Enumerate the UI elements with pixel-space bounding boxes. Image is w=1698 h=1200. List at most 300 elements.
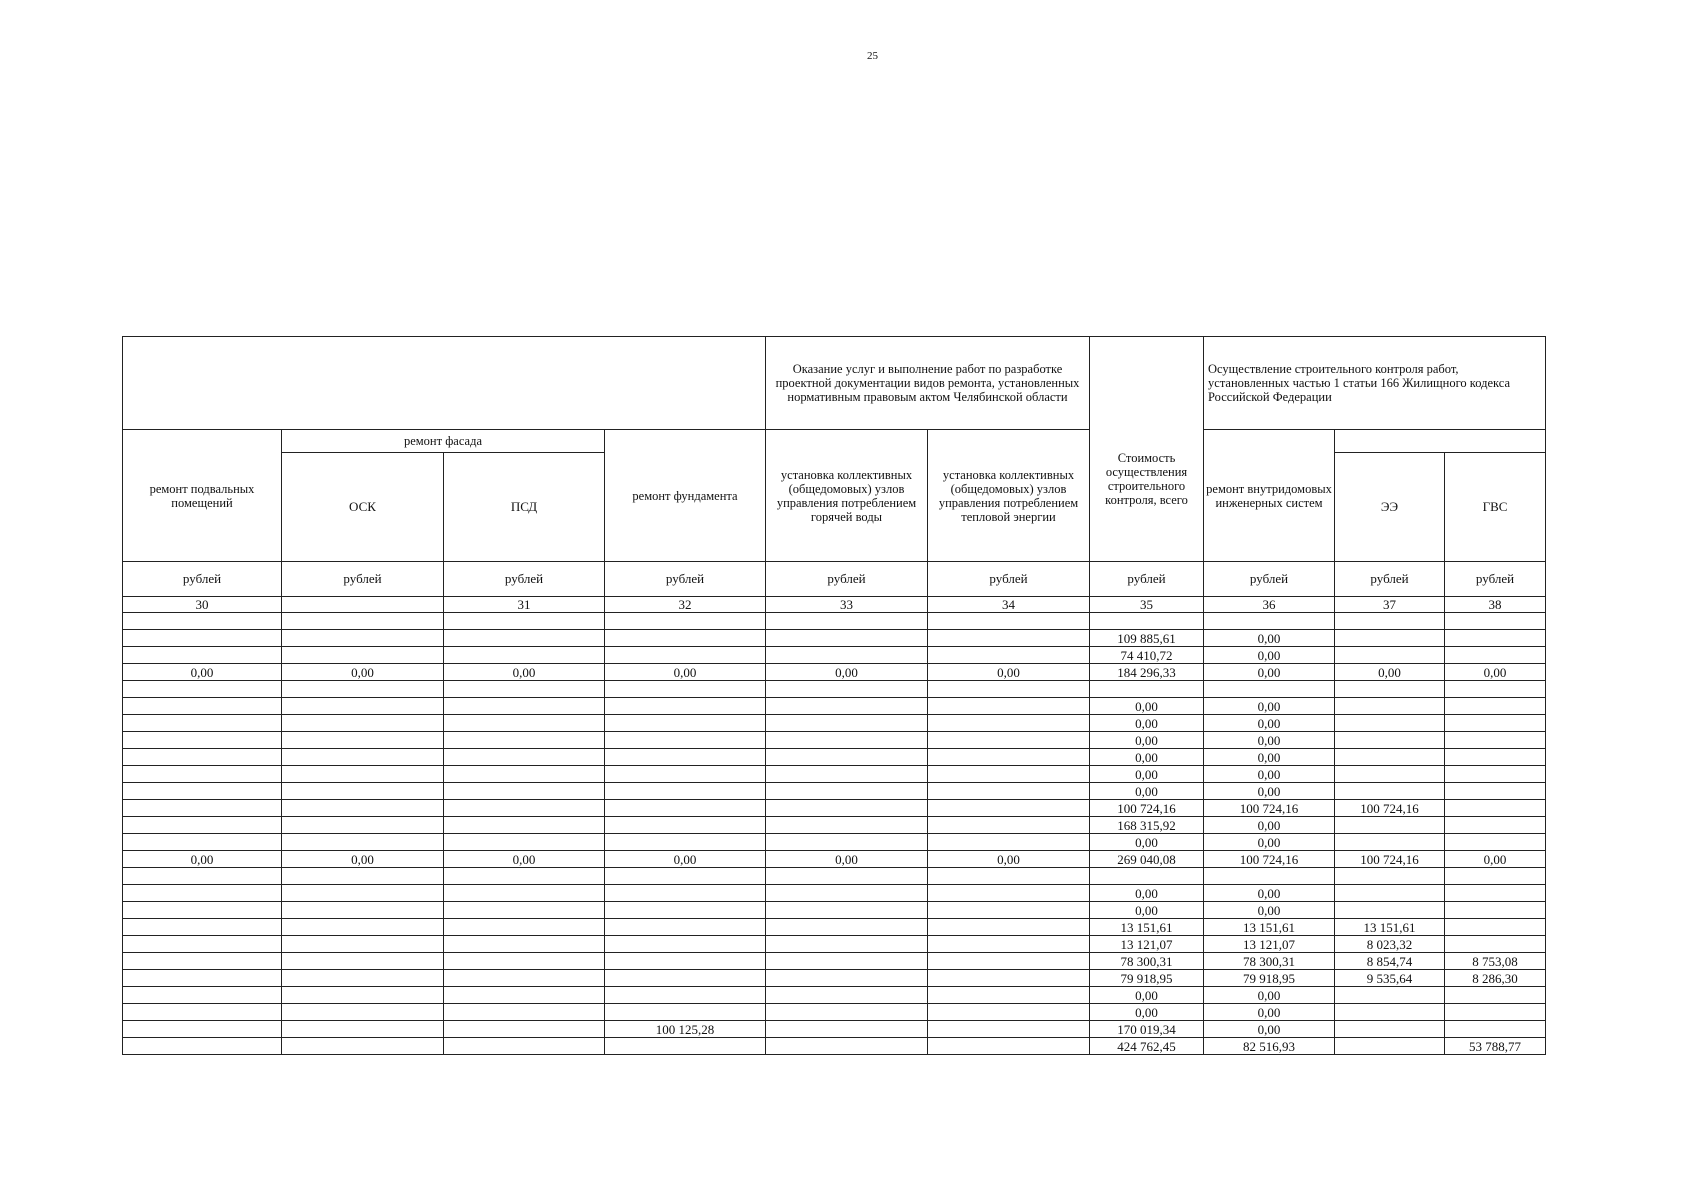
table-cell [928, 1038, 1090, 1055]
table-cell: 0,00 [605, 664, 766, 681]
table-cell [928, 715, 1090, 732]
unit-cell: рублей [444, 562, 605, 597]
table-cell [444, 817, 605, 834]
header-hot-water-units: установка коллективных (общедомовых) узлов управления потреблением горячей воды [766, 430, 928, 562]
table-cell [444, 783, 605, 800]
table-cell: 0,00 [1090, 749, 1204, 766]
table-cell: 0,00 [444, 851, 605, 868]
table-cell: 100 724,16 [1204, 851, 1335, 868]
table-cell [1445, 987, 1546, 1004]
table-cell [282, 1004, 444, 1021]
table-cell [766, 834, 928, 851]
table-cell [605, 800, 766, 817]
table-cell [123, 953, 282, 970]
table-cell [123, 1004, 282, 1021]
table-cell [928, 732, 1090, 749]
table-cell [1445, 749, 1546, 766]
table-cell: 0,00 [605, 851, 766, 868]
table-cell: 0,00 [1204, 1021, 1335, 1038]
table-cell [605, 630, 766, 647]
table-cell [282, 630, 444, 647]
table-cell [605, 885, 766, 902]
table-cell [282, 919, 444, 936]
table-cell [766, 783, 928, 800]
table-cell [928, 868, 1090, 885]
table-cell [605, 936, 766, 953]
table-cell: 0,00 [1204, 766, 1335, 783]
table-cell [1445, 732, 1546, 749]
table-cell [928, 749, 1090, 766]
table-cell [605, 953, 766, 970]
table-cell [123, 902, 282, 919]
table-cell [1445, 766, 1546, 783]
table-cell [766, 936, 928, 953]
header-osk: ОСК [282, 453, 444, 562]
table-cell [1335, 698, 1445, 715]
table-cell [1445, 885, 1546, 902]
table-cell [282, 902, 444, 919]
table-cell [766, 715, 928, 732]
table-cell [1335, 817, 1445, 834]
table-cell [605, 834, 766, 851]
table-cell: 78 300,31 [1090, 953, 1204, 970]
unit-cell: рублей [605, 562, 766, 597]
table-cell: 0,00 [1445, 851, 1546, 868]
header-gvs: ГВС [1445, 453, 1546, 562]
table-cell [1335, 766, 1445, 783]
unit-cell: рублей [1090, 562, 1204, 597]
header-ee: ЭЭ [1335, 453, 1445, 562]
table-cell: 74 410,72 [1090, 647, 1204, 664]
table-cell [928, 766, 1090, 783]
column-number-cell: 37 [1335, 597, 1445, 613]
table-cell [605, 1038, 766, 1055]
table-cell [444, 715, 605, 732]
table-cell [1445, 868, 1546, 885]
table-cell [1335, 732, 1445, 749]
cost-table [122, 336, 1546, 1055]
table-cell: 0,00 [766, 664, 928, 681]
table-cell [766, 987, 928, 1004]
table-cell [766, 868, 928, 885]
table-cell: 168 315,92 [1090, 817, 1204, 834]
table-cell: 0,00 [1090, 698, 1204, 715]
table-cell [766, 919, 928, 936]
table-cell: 8 023,32 [1335, 936, 1445, 953]
table-cell [766, 970, 928, 987]
table-cell [123, 1038, 282, 1055]
table-cell [123, 834, 282, 851]
table-cell: 0,00 [1090, 1004, 1204, 1021]
table-cell: 82 516,93 [1204, 1038, 1335, 1055]
table-cell [928, 783, 1090, 800]
table-cell [444, 868, 605, 885]
unit-cell: рублей [1204, 562, 1335, 597]
table-cell [282, 885, 444, 902]
table-cell [444, 1038, 605, 1055]
table-cell [1204, 613, 1335, 630]
table-cell: 8 854,74 [1335, 953, 1445, 970]
table-cell [444, 630, 605, 647]
table-cell: 100 724,16 [1090, 800, 1204, 817]
table-cell: 0,00 [1090, 987, 1204, 1004]
table-cell: 13 121,07 [1204, 936, 1335, 953]
table-cell [1445, 698, 1546, 715]
table-cell [282, 613, 444, 630]
table-row [123, 732, 1546, 749]
table-cell [123, 1021, 282, 1038]
table-cell [605, 647, 766, 664]
table-cell [282, 834, 444, 851]
table-row [123, 885, 1546, 902]
table-cell [766, 749, 928, 766]
table-cell [123, 783, 282, 800]
table-cell: 0,00 [1090, 715, 1204, 732]
table-cell: 0,00 [766, 851, 928, 868]
table-cell [282, 749, 444, 766]
table-cell: 0,00 [444, 664, 605, 681]
table-cell: 0,00 [928, 664, 1090, 681]
table-cell: 79 918,95 [1204, 970, 1335, 987]
table-cell [928, 681, 1090, 698]
table-cell [1445, 1004, 1546, 1021]
column-numbers-row [123, 597, 1546, 613]
table-cell: 0,00 [123, 851, 282, 868]
unit-cell: рублей [1335, 562, 1445, 597]
table-cell [1090, 868, 1204, 885]
table-cell [123, 749, 282, 766]
column-number-cell: 35 [1090, 597, 1204, 613]
table-cell: 0,00 [928, 851, 1090, 868]
header-design-group: Оказание услуг и выполнение работ по разработке проектной документации видов ремонта, установленных нормативным правовым актом Челябинской области [766, 337, 1090, 430]
table-cell [766, 681, 928, 698]
table-cell [1445, 1021, 1546, 1038]
header-heat-units: установка коллективных (общедомовых) узлов управления потреблением тепловой энергии [928, 430, 1090, 562]
table-cell [123, 868, 282, 885]
table-cell [444, 936, 605, 953]
table-cell [282, 936, 444, 953]
table-row [123, 800, 1546, 817]
table-cell [444, 1021, 605, 1038]
header-control-group: Осуществление строительного контроля работ, установленных частью 1 статьи 166 Жилищного кодекса Российской Федерации [1204, 337, 1546, 430]
table-cell [1335, 681, 1445, 698]
table-cell: 0,00 [1335, 664, 1445, 681]
table-cell: 0,00 [1204, 817, 1335, 834]
table-cell [282, 681, 444, 698]
table-cell [605, 970, 766, 987]
table-row [123, 953, 1546, 970]
table-cell [605, 817, 766, 834]
table-cell [1335, 715, 1445, 732]
table-cell [123, 715, 282, 732]
table-cell [928, 698, 1090, 715]
table-cell [282, 698, 444, 715]
table-row [123, 766, 1546, 783]
column-number-cell: 32 [605, 597, 766, 613]
table-cell [605, 783, 766, 800]
table-cell [1445, 800, 1546, 817]
table-cell [766, 766, 928, 783]
table-cell: 0,00 [1090, 834, 1204, 851]
table-cell: 0,00 [1090, 732, 1204, 749]
table-cell [1335, 783, 1445, 800]
table-cell [123, 987, 282, 1004]
table-cell [928, 800, 1090, 817]
table-cell: 100 125,28 [605, 1021, 766, 1038]
table-cell: 53 788,77 [1445, 1038, 1546, 1055]
table-cell: 0,00 [1090, 902, 1204, 919]
table-cell [766, 953, 928, 970]
table-cell [282, 732, 444, 749]
table-cell: 0,00 [1204, 749, 1335, 766]
table-row [123, 851, 1546, 868]
column-number-cell: 30 [123, 597, 282, 613]
table-cell [123, 817, 282, 834]
table-cell [444, 749, 605, 766]
table-cell [123, 647, 282, 664]
table-cell [605, 868, 766, 885]
table-cell [123, 766, 282, 783]
table-cell [1335, 868, 1445, 885]
table-cell [766, 698, 928, 715]
table-cell [282, 970, 444, 987]
table-row [123, 834, 1546, 851]
table-cell [123, 936, 282, 953]
table-cell [1445, 834, 1546, 851]
table-cell [1335, 749, 1445, 766]
table-cell [444, 953, 605, 970]
table-cell: 0,00 [1204, 1004, 1335, 1021]
table-cell [1445, 715, 1546, 732]
table-cell [1335, 885, 1445, 902]
table-cell [444, 613, 605, 630]
table-cell [605, 1004, 766, 1021]
table-cell: 8 286,30 [1445, 970, 1546, 987]
table-cell [766, 885, 928, 902]
table-row [123, 902, 1546, 919]
table-cell [444, 698, 605, 715]
table-cell [444, 970, 605, 987]
table-cell [766, 613, 928, 630]
table-cell: 100 724,16 [1335, 851, 1445, 868]
table-cell [444, 902, 605, 919]
unit-cell: рублей [766, 562, 928, 597]
table-cell: 79 918,95 [1090, 970, 1204, 987]
table-cell [282, 800, 444, 817]
table-cell [928, 987, 1090, 1004]
table-cell [1445, 817, 1546, 834]
table-row [123, 664, 1546, 681]
table-cell: 269 040,08 [1090, 851, 1204, 868]
table-cell [123, 698, 282, 715]
table-cell [1335, 630, 1445, 647]
table-cell [444, 766, 605, 783]
table-row [123, 613, 1546, 630]
table-cell: 0,00 [1204, 834, 1335, 851]
table-cell [1204, 681, 1335, 698]
table-cell [605, 749, 766, 766]
table-cell [928, 919, 1090, 936]
table-cell [123, 630, 282, 647]
table-row [123, 1004, 1546, 1021]
table-cell [444, 834, 605, 851]
table-cell [605, 715, 766, 732]
table-row [123, 698, 1546, 715]
table-cell: 0,00 [1204, 783, 1335, 800]
table-cell: 0,00 [1090, 783, 1204, 800]
table-cell [928, 1004, 1090, 1021]
column-number-cell: 36 [1204, 597, 1335, 613]
table-cell: 0,00 [1204, 647, 1335, 664]
header-foundation: ремонт фундамента [605, 430, 766, 562]
table-cell [1445, 902, 1546, 919]
table-cell [605, 732, 766, 749]
table-row [123, 1021, 1546, 1038]
table-cell [766, 647, 928, 664]
table-cell: 78 300,31 [1204, 953, 1335, 970]
column-number-cell: 31 [444, 597, 605, 613]
table-cell [1445, 647, 1546, 664]
table-cell [1445, 630, 1546, 647]
table-cell [766, 817, 928, 834]
table-cell [928, 936, 1090, 953]
units-row [123, 562, 1546, 597]
table-cell [928, 647, 1090, 664]
table-row [123, 970, 1546, 987]
table-cell [928, 885, 1090, 902]
table-cell [766, 902, 928, 919]
table-cell [605, 681, 766, 698]
table-cell [766, 1021, 928, 1038]
table-cell [605, 613, 766, 630]
table-cell [282, 1021, 444, 1038]
table-cell [928, 834, 1090, 851]
table-row [123, 919, 1546, 936]
table-cell [282, 647, 444, 664]
table-cell [282, 817, 444, 834]
table-cell: 13 151,61 [1090, 919, 1204, 936]
table-cell [282, 1038, 444, 1055]
table-cell [928, 817, 1090, 834]
table-cell [1335, 1004, 1445, 1021]
table-cell [605, 698, 766, 715]
table-cell: 13 151,61 [1335, 919, 1445, 936]
table-cell [123, 919, 282, 936]
table-row [123, 749, 1546, 766]
table-cell: 0,00 [1204, 715, 1335, 732]
table-cell [1335, 834, 1445, 851]
table-cell [1445, 613, 1546, 630]
header-facade-group: ремонт фасада [282, 430, 605, 453]
header-engineering: ремонт внутридомовых инженерных систем [1204, 430, 1335, 562]
table-cell [605, 902, 766, 919]
table-cell [282, 766, 444, 783]
table-cell [928, 953, 1090, 970]
table-cell: 109 885,61 [1090, 630, 1204, 647]
header-psd: ПСД [444, 453, 605, 562]
column-number-cell: 38 [1445, 597, 1546, 613]
table-cell [928, 1021, 1090, 1038]
table-cell [1445, 936, 1546, 953]
table-cell [605, 987, 766, 1004]
table-cell [444, 732, 605, 749]
unit-cell: рублей [123, 562, 282, 597]
table-cell: 0,00 [1090, 766, 1204, 783]
table-cell [123, 800, 282, 817]
header-control-total-label: Стоимость осуществления строительного контроля, всего [1105, 451, 1188, 507]
table-cell: 0,00 [1090, 885, 1204, 902]
table-cell [1090, 681, 1204, 698]
table-row [123, 987, 1546, 1004]
table-cell: 424 762,45 [1090, 1038, 1204, 1055]
header-control-total [1090, 337, 1204, 562]
table-cell [1090, 613, 1204, 630]
table-cell [928, 613, 1090, 630]
table-cell: 0,00 [123, 664, 282, 681]
table-cell [444, 800, 605, 817]
header-basement: ремонт подвальных помещений [123, 430, 282, 562]
table-row [123, 681, 1546, 698]
table-cell [1204, 868, 1335, 885]
table-row [123, 783, 1546, 800]
table-cell [928, 970, 1090, 987]
table-cell [605, 919, 766, 936]
table-cell: 0,00 [1204, 885, 1335, 902]
unit-cell: рублей [928, 562, 1090, 597]
table-cell [444, 647, 605, 664]
table-cell [928, 630, 1090, 647]
table-cell [444, 681, 605, 698]
table-cell [123, 681, 282, 698]
table-row [123, 630, 1546, 647]
header-blank-subgroup [1335, 430, 1546, 453]
table-cell: 9 535,64 [1335, 970, 1445, 987]
table-cell [766, 630, 928, 647]
table-cell: 0,00 [1204, 698, 1335, 715]
table-cell: 0,00 [282, 851, 444, 868]
table-cell: 13 151,61 [1204, 919, 1335, 936]
table-cell [282, 953, 444, 970]
column-number-cell: 33 [766, 597, 928, 613]
column-number-cell [282, 597, 444, 613]
table-row [123, 817, 1546, 834]
table-cell [1445, 919, 1546, 936]
table-cell: 100 724,16 [1204, 800, 1335, 817]
table-cell [282, 783, 444, 800]
unit-cell: рублей [282, 562, 444, 597]
page-number: 25 [867, 50, 878, 62]
table-cell [123, 732, 282, 749]
table-cell: 0,00 [1204, 902, 1335, 919]
table-cell [928, 902, 1090, 919]
table-cell: 0,00 [1204, 987, 1335, 1004]
table-cell: 0,00 [1204, 630, 1335, 647]
table-cell [766, 800, 928, 817]
table-cell [1445, 783, 1546, 800]
table-cell [1445, 681, 1546, 698]
table-cell: 0,00 [1204, 732, 1335, 749]
table-cell [766, 1038, 928, 1055]
table-cell [1335, 1038, 1445, 1055]
table-cell: 184 296,33 [1090, 664, 1204, 681]
table-cell [1335, 902, 1445, 919]
table-cell: 0,00 [1445, 664, 1546, 681]
column-number-cell: 34 [928, 597, 1090, 613]
table-cell: 0,00 [282, 664, 444, 681]
table-cell [766, 732, 928, 749]
table-cell: 0,00 [1204, 664, 1335, 681]
table-cell: 170 019,34 [1090, 1021, 1204, 1038]
